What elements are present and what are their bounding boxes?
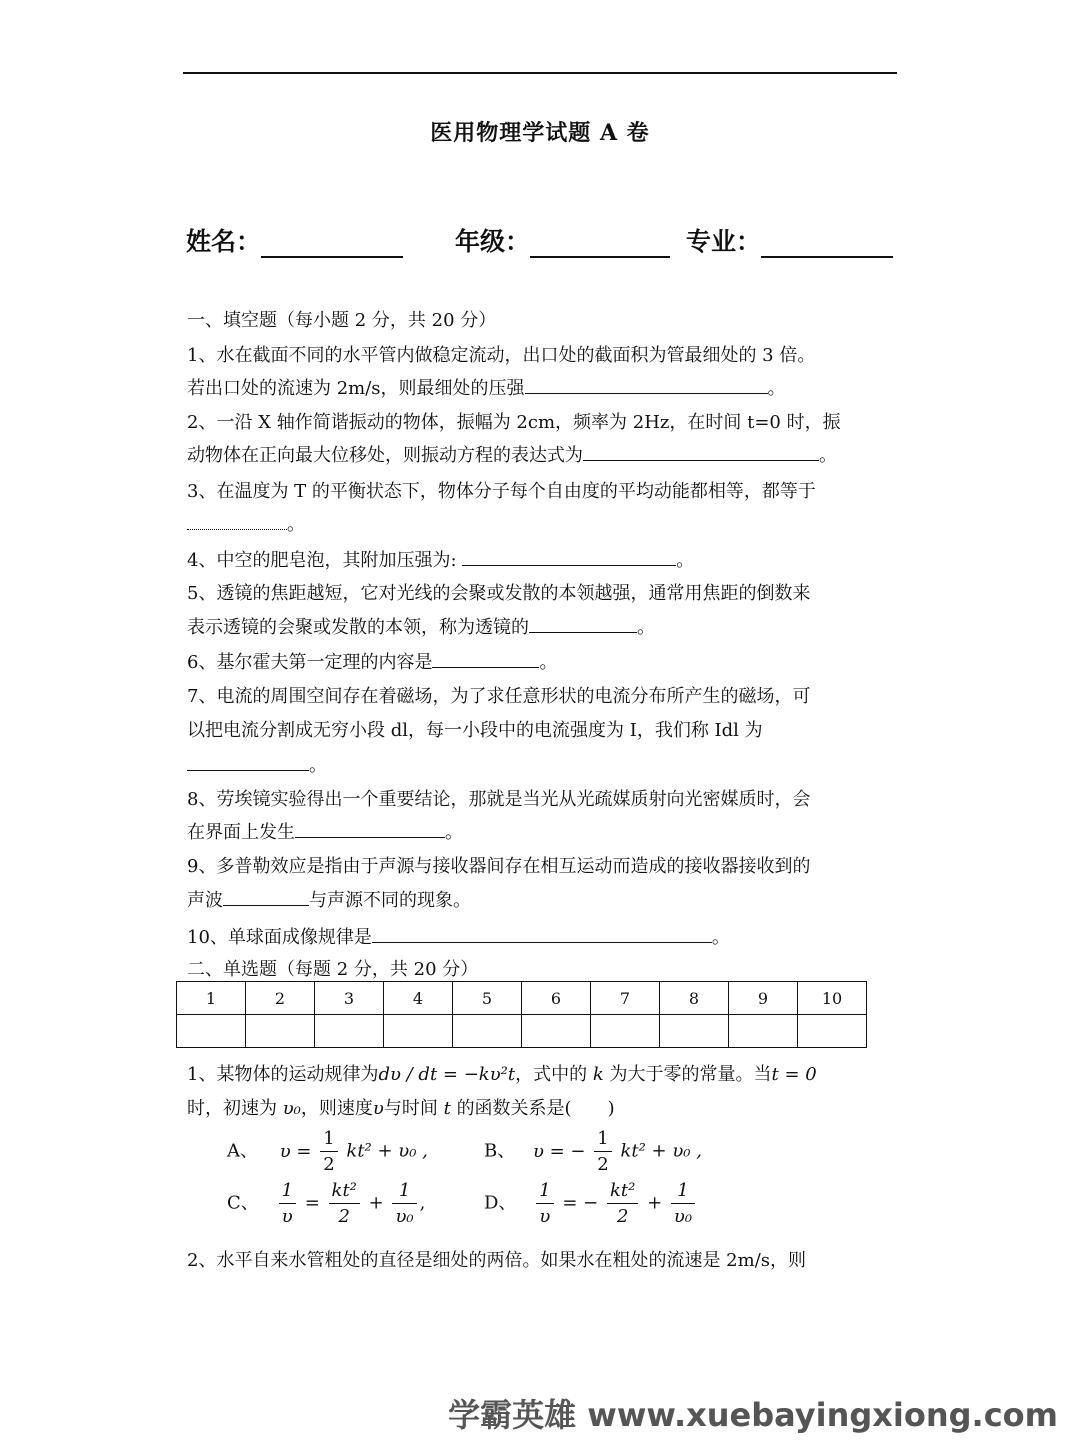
- mc-q1-text-c: 为大于零的常量。当: [609, 1064, 772, 1085]
- q1-text: 若出口处的流速为 2m/s，则最细处的压强: [187, 378, 525, 399]
- q7-line3: [187, 751, 327, 777]
- answer-cell-5[interactable]: [453, 1015, 522, 1048]
- option-d-n1: 1: [536, 1180, 553, 1204]
- q1-period: 。: [767, 378, 786, 399]
- answer-col-6: 6: [522, 982, 591, 1015]
- option-c-d1: υ: [281, 1206, 293, 1227]
- q8-blank[interactable]: [295, 819, 445, 838]
- major-label: 专业：: [686, 227, 762, 256]
- option-b-fraction: [594, 1128, 611, 1175]
- option-d-n2: kt²: [607, 1180, 638, 1204]
- option-c-n1: 1: [279, 1180, 296, 1204]
- q9-line1: 9、多普勒效应是指由于声源与接收器间存在相互运动而造成的接收器接收到的: [187, 856, 811, 877]
- q4-blank[interactable]: [462, 547, 676, 566]
- q7-blank[interactable]: [187, 752, 309, 771]
- mc-q1-v: υ: [372, 1098, 384, 1119]
- option-d-d2: 2: [616, 1206, 629, 1227]
- q3-blank[interactable]: [187, 511, 287, 530]
- option-c-n3: 1: [392, 1180, 416, 1204]
- q6-period: 。: [539, 652, 558, 673]
- q9-blank[interactable]: [223, 887, 309, 906]
- option-a-label: A、: [227, 1140, 258, 1162]
- mc-q1-text-a: 1、某物体的运动规律为: [187, 1064, 379, 1085]
- major-field: [686, 222, 893, 258]
- answer-col-7: 7: [591, 982, 660, 1015]
- option-b[interactable]: [484, 1128, 702, 1175]
- answer-cell-2[interactable]: [246, 1015, 315, 1048]
- answer-table-input-row: [177, 1015, 867, 1048]
- option-d-n3: 1: [671, 1180, 695, 1204]
- section2-heading: 二、单选题（每题 2 分，共 20 分）: [187, 959, 479, 980]
- q2-line1: 2、一沿 X 轴作简谐振动的物体，振幅为 2cm，频率为 2Hz，在时间 t=0 时，振: [187, 412, 841, 433]
- q2-line2: [187, 441, 837, 467]
- mc-q1-line2: [187, 1094, 615, 1120]
- option-c-d3: υ₀: [395, 1206, 414, 1227]
- answer-cell-8[interactable]: [660, 1015, 729, 1048]
- answer-cell-4[interactable]: [384, 1015, 453, 1048]
- mc-q1-text-d: 时，初速为: [187, 1098, 277, 1119]
- q8-line1: 8、劳埃镜实验得出一个重要结论，那就是当光从光疏媒质射向光密媒质时，会: [187, 789, 811, 810]
- q5-text: 表示透镜的会聚或发散的本领，称为透镜的: [187, 617, 529, 638]
- q8-period: 。: [445, 822, 463, 843]
- option-d-d1: υ: [539, 1206, 551, 1227]
- answer-col-1: 1: [177, 982, 246, 1015]
- mc-q1-v0: υ₀: [282, 1098, 301, 1119]
- answer-col-3: 3: [315, 982, 384, 1015]
- q4-line: [187, 546, 694, 572]
- grade-label: 年级：: [455, 227, 531, 256]
- q3-line2: [187, 510, 305, 536]
- q2-text: 动物体在正向最大位移处，则振动方程的表达式为: [187, 445, 583, 466]
- q5-line1: 5、透镜的焦距越短，它对光线的会聚或发散的本领越强，通常用焦距的倒数来: [187, 583, 811, 604]
- option-c-eq: =: [304, 1192, 320, 1214]
- name-blank[interactable]: [261, 230, 403, 258]
- option-c[interactable]: [227, 1180, 425, 1227]
- option-c-frac1: [279, 1180, 296, 1227]
- option-c-frac3: [392, 1180, 416, 1227]
- answer-cell-6[interactable]: [522, 1015, 591, 1048]
- q5-line2: [187, 613, 655, 639]
- q5-blank[interactable]: [529, 614, 637, 633]
- answer-cell-9[interactable]: [729, 1015, 798, 1048]
- option-a-lhs: υ =: [279, 1140, 312, 1162]
- q8-line2: [187, 818, 463, 844]
- q3-line1: 3、在温度为 T 的平衡状态下，物体分子每个自由度的平均动能都相等，都等于: [187, 481, 816, 502]
- option-d-label: D、: [484, 1192, 517, 1214]
- q8-text: 在界面上发生: [187, 822, 295, 843]
- mc-q1-t: t: [443, 1098, 451, 1119]
- answer-table-header-row: [177, 982, 867, 1015]
- q10-blank[interactable]: [372, 924, 712, 943]
- option-b-den: 2: [597, 1154, 609, 1175]
- option-d-frac1: [536, 1180, 553, 1227]
- option-d-frac2: [607, 1180, 638, 1227]
- answer-col-10: 10: [798, 982, 867, 1015]
- answer-cell-7[interactable]: [591, 1015, 660, 1048]
- q10-period: 。: [711, 927, 730, 948]
- option-c-plus: +: [368, 1192, 384, 1214]
- q1-blank[interactable]: [525, 375, 768, 394]
- q10-line: [187, 923, 730, 949]
- q4-period: 。: [676, 550, 695, 571]
- name-label: 姓名：: [186, 227, 262, 256]
- answer-col-4: 4: [384, 982, 453, 1015]
- mc-q1-t0: t = 0: [771, 1064, 817, 1085]
- option-a-rhs: kt² + υ₀ ,: [346, 1140, 428, 1162]
- q9-text-post: 与声源不同的现象。: [309, 890, 471, 911]
- q9-text-pre: 声波: [187, 890, 223, 911]
- option-d-plus: +: [647, 1192, 663, 1214]
- option-c-n2: kt²: [329, 1180, 360, 1204]
- q4-text: 4、中空的肥皂泡，其附加压强为:: [187, 550, 457, 571]
- option-b-lhs: υ = −: [532, 1140, 586, 1162]
- q3-period: 。: [287, 514, 305, 535]
- major-blank[interactable]: [761, 230, 893, 258]
- q6-line: [187, 648, 557, 674]
- q9-line2: [187, 886, 471, 912]
- answer-col-2: 2: [246, 982, 315, 1015]
- q2-period: 。: [819, 445, 837, 466]
- option-d[interactable]: [484, 1180, 698, 1227]
- q7-period: 。: [309, 755, 327, 776]
- answer-cell-3[interactable]: [315, 1015, 384, 1048]
- answer-table: [176, 981, 867, 1048]
- option-b-num: 1: [594, 1128, 611, 1152]
- name-field: [186, 222, 403, 258]
- q10-text: 10、单球面成像规律是: [187, 927, 372, 948]
- mc-q1-line1: [187, 1060, 817, 1086]
- option-b-rhs: kt² + υ₀ ,: [620, 1140, 702, 1162]
- q7-line1: 7、电流的周围空间存在着磁场，为了求任意形状的电流分布所产生的磁场，可: [187, 686, 811, 707]
- answer-cell-10[interactable]: [798, 1015, 867, 1048]
- option-a-den: 2: [323, 1154, 335, 1175]
- q5-period: 。: [637, 617, 655, 638]
- q7-line2: 以把电流分割成无穷小段 dl，每一小段中的电流强度为 I，我们称 Idl 为: [187, 720, 763, 741]
- q1-line1: 1、水在截面不同的水平管内做稳定流动，出口处的截面积为管最细处的 3 倍。: [187, 345, 816, 366]
- page-title: 医用物理学试题 A 卷: [430, 120, 650, 146]
- q6-blank[interactable]: [432, 649, 539, 668]
- option-d-eq: = −: [562, 1192, 599, 1214]
- grade-blank[interactable]: [530, 230, 670, 258]
- mc-q1-k: k: [592, 1064, 604, 1085]
- watermark: 学霸英雄 www.xuebayingxiong.com: [448, 1396, 1058, 1434]
- option-c-d2: 2: [338, 1206, 350, 1227]
- q2-blank[interactable]: [583, 442, 819, 461]
- answer-col-8: 8: [660, 982, 729, 1015]
- option-d-d3: υ₀: [673, 1206, 693, 1227]
- option-b-label: B、: [484, 1140, 516, 1162]
- q1-line2: [187, 374, 786, 400]
- section1-heading: 一、填空题（每小题 2 分，共 20 分）: [187, 310, 497, 331]
- q6-text: 6、基尔霍夫第一定理的内容是: [187, 652, 433, 673]
- option-a[interactable]: [227, 1128, 428, 1175]
- mc-q1-text-g: 的函数关系是( ): [456, 1098, 615, 1119]
- grade-field: [455, 222, 670, 258]
- option-a-fraction: [320, 1128, 337, 1175]
- option-a-num: 1: [320, 1128, 337, 1152]
- mc-q1-equation: dυ / dt = −kυ²t: [378, 1064, 516, 1085]
- mc-q1-text-b: ，式中的: [515, 1064, 588, 1085]
- header-rule: [183, 72, 897, 74]
- mc-q1-text-f: 与时间: [383, 1098, 438, 1119]
- option-d-frac3: [671, 1180, 695, 1227]
- mc-q2-line1: 2、水平自来水管粗处的直径是细处的两倍。如果水在粗处的流速是 2m/s，则: [187, 1250, 806, 1271]
- option-c-end: ,: [419, 1192, 426, 1214]
- option-c-frac2: [329, 1180, 360, 1227]
- answer-cell-1[interactable]: [177, 1015, 246, 1048]
- answer-col-9: 9: [729, 982, 798, 1015]
- answer-col-5: 5: [453, 982, 522, 1015]
- option-c-label: C、: [227, 1192, 259, 1214]
- mc-q1-text-e: ，则速度: [300, 1098, 373, 1119]
